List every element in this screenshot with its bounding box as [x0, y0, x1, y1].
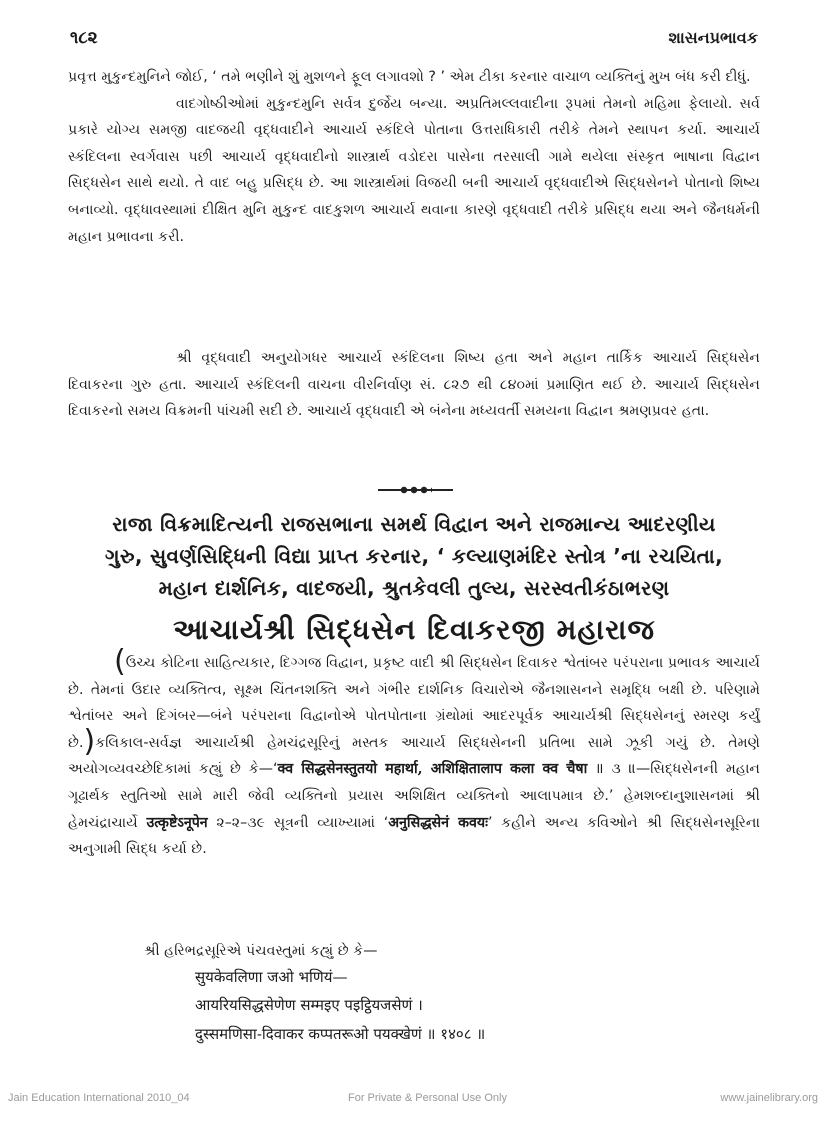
- page-number: ૧૮૨: [70, 28, 98, 48]
- verse-line: सुयकेवलिणा जओ भणियं—: [195, 968, 348, 986]
- sanskrit-sutra: उत्कृष्टेऽनूपेन: [146, 814, 208, 831]
- verse-line: दुस्समणिसा-दिवाकर कप्पतरूओ पयक्खेणं ॥ १४०८ ॥: [195, 1025, 486, 1043]
- paragraph: [68, 644, 761, 863]
- paragraph: શ્રી વૃદ્ધવાદી અનુયોગધર આચાર્ય સ્કંદિલના શિષ્ય હતા અને મહાન તાર્કિક આચાર્ય સિદ્ધસેન દિવાકરના ગુરુ હતા. આચાર્ય સ્કંદિલની વાચના વીરનિર્વાણ સં. ૮૨૭ થી ૮૪૦માં પ્રમાણિત થઈ છે. આચાર્ય સિદ્ધસેન દિવાકરનો સમય વિક્રમની પાંચમી સદી છે. આચાર્ય વૃદ્ધવાદી એ બંનેના મધ્યવર્તી સમયના વિદ્વાન શ્રમણપ્રવર હતા.: [68, 350, 760, 420]
- ornamental-divider: [378, 489, 453, 491]
- chapter-title: આચાર્યશ્રી સિદ્ધસેન દિવાકરજી મહારાજ: [173, 613, 655, 646]
- heading-epithet-line-1: રાજા વિક્રમાદિત્યની રાજસભાના સમર્થ વિદ્વાન અને રાજમાન્ય આદરણીય: [112, 512, 716, 536]
- sanskrit-quote: अनुसिद्धसेनं कवयः: [388, 814, 488, 831]
- open-bracket-mark: (: [114, 644, 126, 679]
- section-vruddhavadi-story: [68, 64, 760, 250]
- close-bracket-mark: ): [83, 723, 96, 759]
- heading-epithet-line-3: મહાન દાર્શનિક, વાદજયી, શ્રુતકેવલી તુલ્ય, સરસ્વતીકંઠાભરણ: [158, 576, 670, 600]
- footer-publisher: Jain Education International 2010_04: [8, 1092, 190, 1104]
- footer-usage-notice: For Private & Personal Use Only: [348, 1092, 507, 1104]
- text: ॥ ૩ ॥—સિદ્ધસેનની મહાન ગૂઢાર્થક સ્તુતિઓ સામે મારી જેવી વ્યક્તિનો પ્રયાસ અશિક્ષિત વ્યક્તિનો આલાપમાત્ર છે.’ હેમશબ્દાનુશાસનમાં શ્રી હેમચંદ્રાચાર્યે: [68, 761, 761, 831]
- running-head: શાસનપ્રભાવક: [668, 28, 758, 47]
- paragraph: વાદગોષ્ઠીઓમાં મુકુન્દમુનિ સર્વત્ર દુર્જેય બન્યા. અપ્રતિમલ્લવાદીના રૂપમાં તેમનો મહિમા ફેલાયો. સર્વ પ્રકારે યોગ્ય સમજી વાદજયી વૃદ્ધવાદીને આચાર્ય સ્કંદિલે પોતાના ઉત્તરાધિકારી તરીકે તેમને સ્થાપન કર્યા. આચાર્ય સ્કંદિલના સ્વર્ગવાસ પછી આચાર્ય વૃદ્ધવાદીનો શાસ્ત્રાર્થ વડોદરા પાસેના તરસાલી ગામે થયેલા સંસ્કૃત ભાષાના વિદ્વાન સિદ્ધસેન સાથે થયો. તે વાદ બહુ પ્રસિદ્ધ છે. આ શાસ્ત્રાર્થમાં વિજયી બની આચાર્ય વૃદ્ધવાદીએ સિદ્ધસેનને પોતાનો શિષ્ય બનાવ્યો. વૃદ્ધાવસ્થામાં દીક્ષિત મુનિ મુકુન્દ વાદકુશળ આચાર્ય થવાના કારણે વૃદ્ધવાદી તરીકે પ્રસિદ્ધ થયા અને જૈનધર્મની મહાન પ્રભાવના કરી.: [68, 95, 760, 245]
- footer-website-link[interactable]: www.jainelibrary.org: [720, 1092, 818, 1104]
- verse-line: आयरियसिद्धसेणेण सम्मइए पइट्ठियजसेणं ।: [195, 996, 423, 1014]
- section-vruddhavadi-lineage: [68, 345, 760, 425]
- text: ’ કહીને અન્ય કવિઓને શ્રી સિદ્ધસેનસૂરિના અનુગામી સિદ્ધ કર્યા છે.: [68, 814, 760, 858]
- paragraph: પ્રવૃત્ત મુકુન્દમુનિને જોઈ, ‘ તમે ભણીને શું મુશળને ફૂલ લગાવશો ? ’ એમ ટીકા કરનાર વાચાળ વ્યક્તિનું મુખ બંધ કરી દીધું.: [68, 69, 751, 85]
- chapter-heading: [60, 508, 768, 652]
- quote-intro: શ્રી હરિભદ્રસૂરિએ પંચવસ્તુમાં કહ્યું છે કે—: [144, 943, 378, 959]
- text: ૨–૨–૩૯ સૂત્રની વ્યાખ્યામાં ‘: [207, 814, 389, 831]
- text: કલિકાલ-સર્વજ્ઞ આચાર્યશ્રી હેમચંદ્રસૂરિનું મસ્તક આચાર્ય સિદ્ધસેનની પ્રતિભા સામે ઝૂકી ગયું છે. તેમણે અયોગવ્યવચ્છેદિકામાં કહ્યું છે કે—‘: [68, 734, 760, 778]
- sanskrit-quote: क्व सिद्धसेनस्तुतयो महार्था, अशिक्षितालाप कला क्व चैषा: [277, 761, 588, 778]
- intro-text: ઉચ્ચ કોટિના સાહિત્યકાર, દિગ્ગજ વિદ્વાન, પ્રકૃષ્ટ વાદી શ્રી સિદ્ધસેન દિવાકર શ્વેતાંબર પરંપરાના પ્રભાવક આચાર્ય છે. તેમનાં ઉદાર વ્યક્તિત્વ, સૂક્ષ્મ ચિંતનશક્તિ અને ગંભીર દાર્શનિક વિચારોએ જૈનશાસનને સમૃદ્ધિ બક્ષી છે. પરિણામે શ્વેતાંબર અને દિગંબર—બંને પરંપરાના વિદ્વાનોએ પોતપોતાના ગ્રંથોમાં આદરપૂર્વક આચાર્યશ્રી સિદ્ધસેનનું સ્મરણ કર્યું છે.: [68, 655, 760, 751]
- section-siddhasena-intro: [68, 644, 761, 863]
- heading-epithet-line-2: ગુરુ, સુવર્ણસિદ્ધિની વિદ્યા પ્રાપ્ત કરનાર, ‘ કલ્યાણમંદિર સ્તોત્ર ’ના રચયિતા,: [104, 544, 724, 568]
